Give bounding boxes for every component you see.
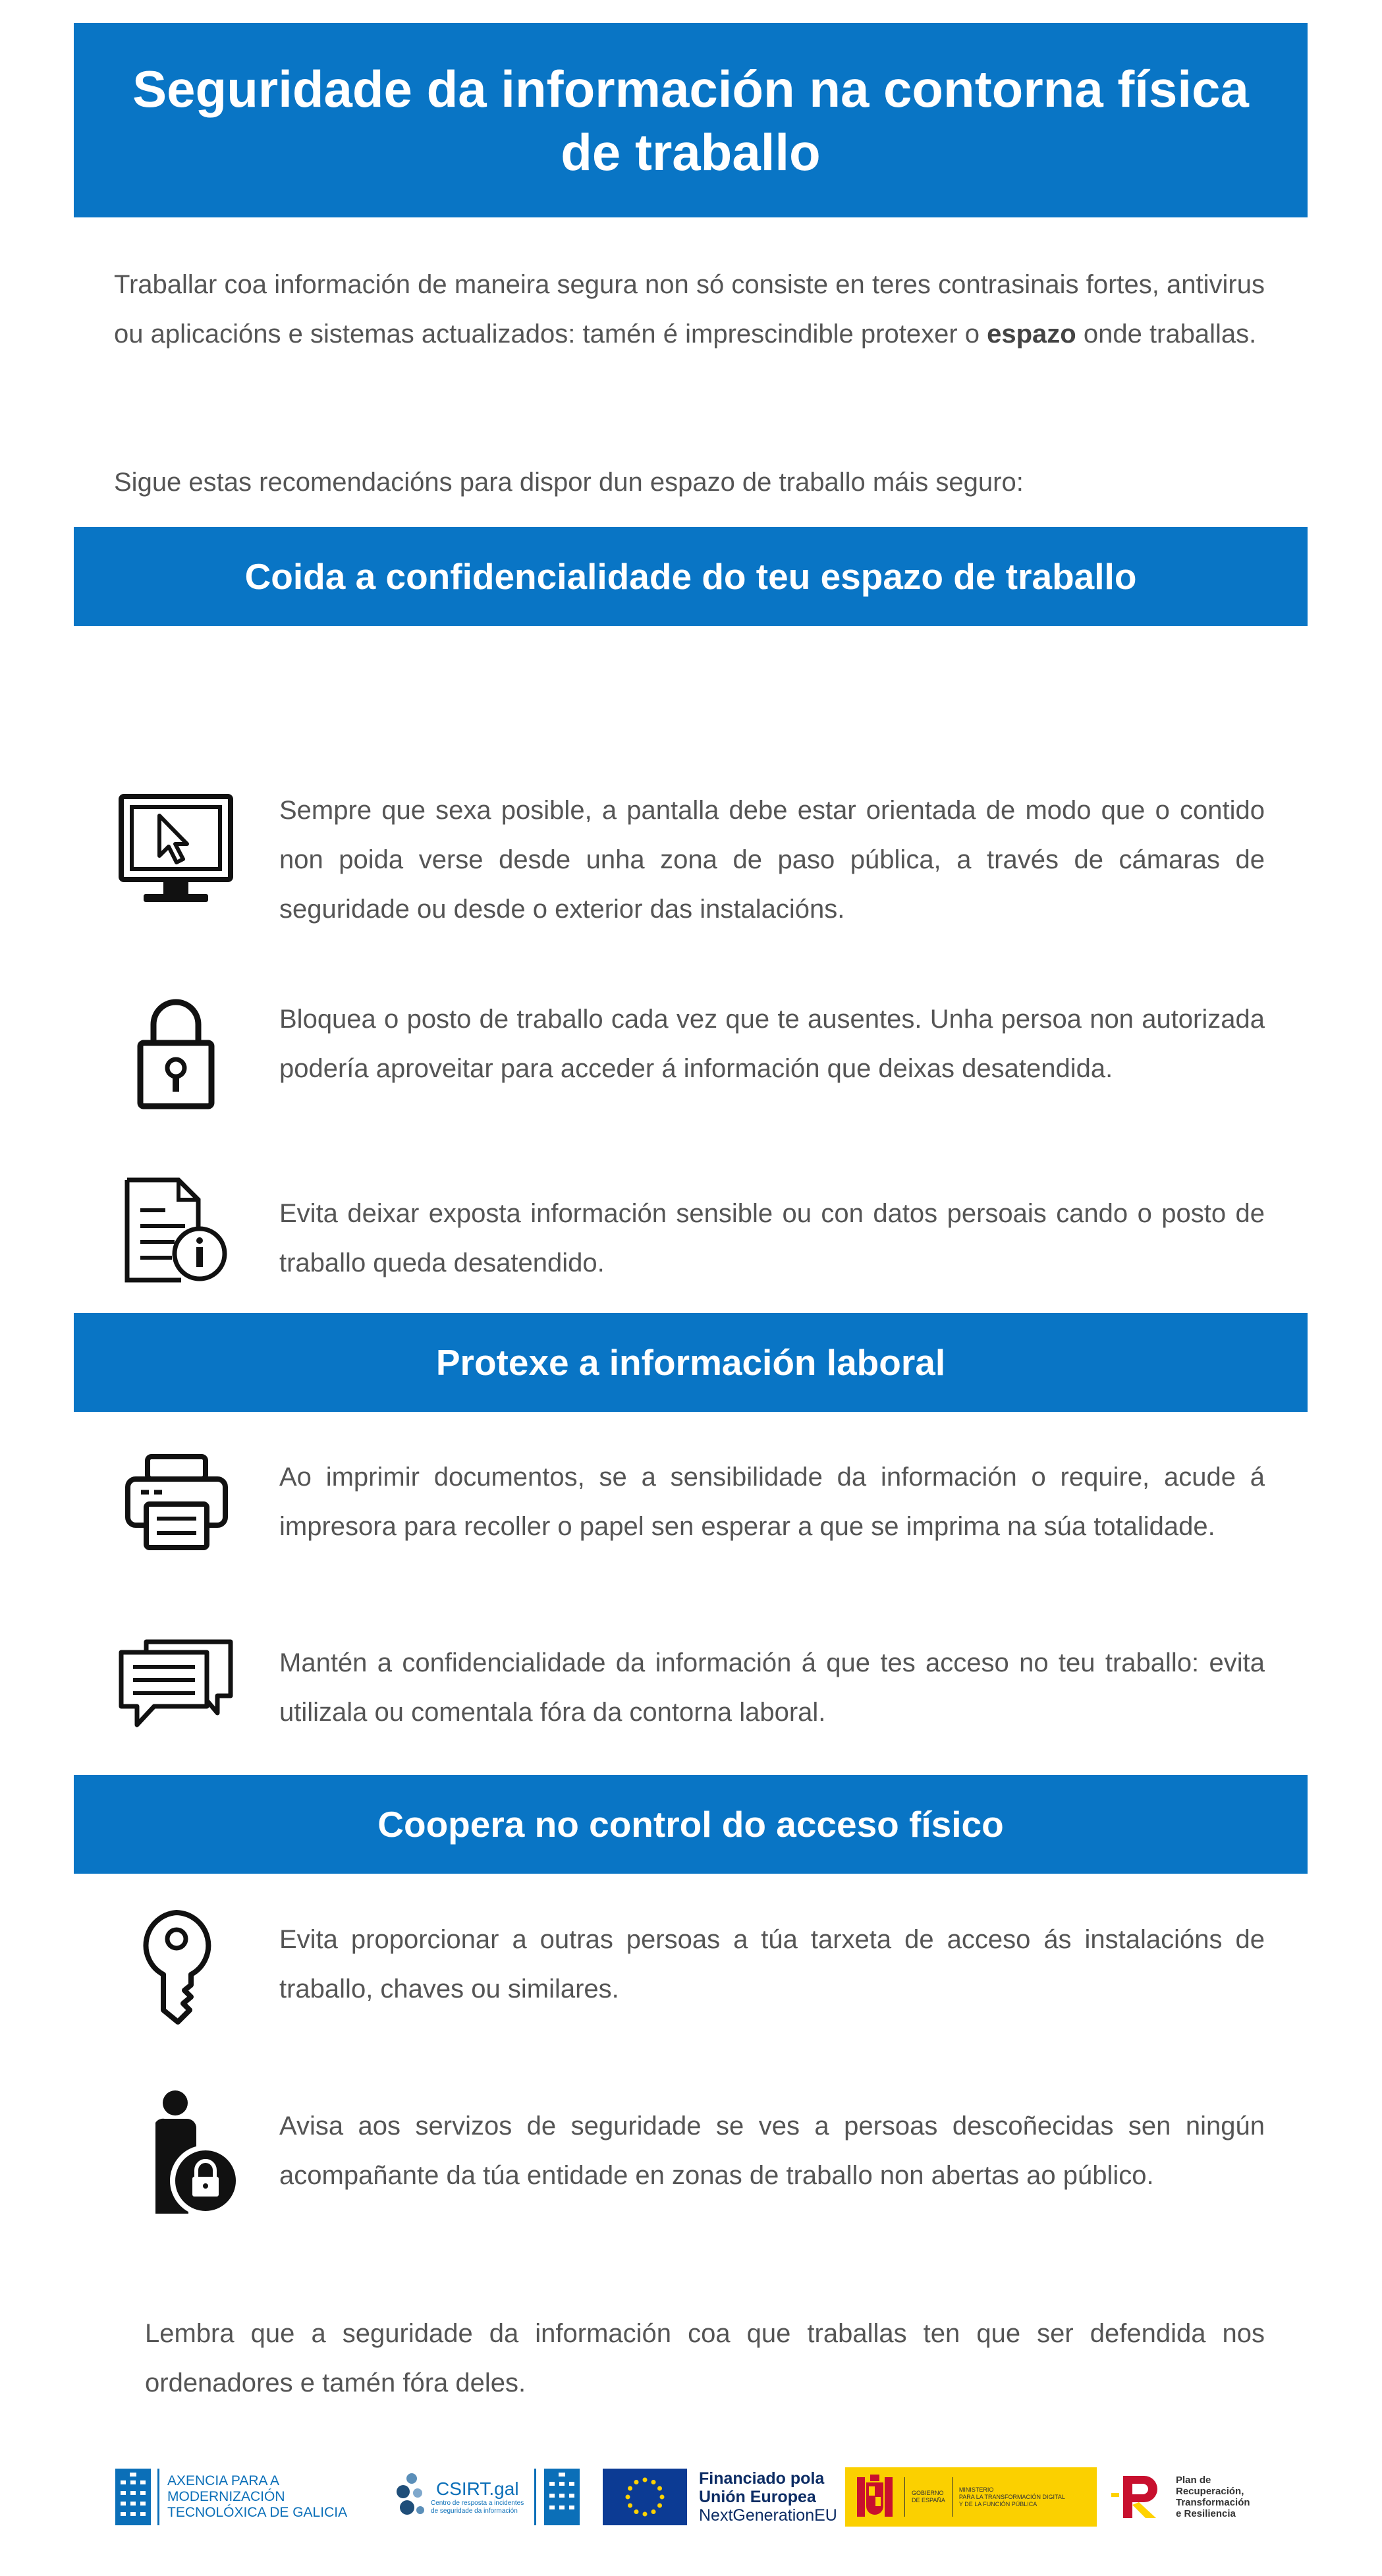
- spain-coat-of-arms-icon: [852, 2471, 898, 2523]
- key-icon: [137, 1909, 216, 2027]
- amtega-line: AXENCIA PARA A: [167, 2473, 280, 2488]
- ministerio-line: PARA LA TRANSFORMACIÓN DIGITAL: [958, 2493, 1065, 2500]
- galicia-shield-icon: [544, 2469, 580, 2525]
- galicia-shield-icon: [115, 2469, 151, 2525]
- intro-instruction: Sigue estas recomendacións para dispor dun espazo de traballo máis seguro:: [114, 468, 1024, 497]
- padlock-icon: [135, 992, 217, 1110]
- ministerio-line: Y DE LA FUNCIÓN PÚBLICA: [958, 2500, 1037, 2507]
- eu-funding-logo: [603, 2464, 846, 2530]
- item-text-lock: Bloquea o posto de traballo cada vez que te ausentes. Unha persoa non autorizada podería aproveitar para acceder á información que deixas desatendida.: [279, 1005, 1265, 1083]
- eu-flag-icon: [603, 2469, 687, 2525]
- item-text-key: Evita proporcionar a outras persoas a túa tarxeta de acceso ás instalacións de traballo, chaves ou similares.: [279, 1925, 1265, 2003]
- gobierno-line: DE ESPAÑA: [912, 2497, 945, 2504]
- printer-icon: [124, 1453, 229, 1552]
- amtega-line: MODERNIZACIÓN: [167, 2489, 285, 2504]
- ministry-logo: [845, 2464, 1099, 2530]
- eu-line: Financiado pola: [699, 2469, 825, 2488]
- item-text-person: Avisa aos servizos de seguridade se ves a persoas descoñecidas sen ningún acompañante da túa entidade en zonas de traballo non abertas ao público.: [279, 2112, 1265, 2190]
- csirt-label: CSIRT.gal: [436, 2478, 519, 2499]
- section-heading-confidentiality: [74, 527, 1308, 626]
- item-text-printer: Ao imprimir documentos, se a sensibilidade da información o require, acude á impresora para recoller o papel sen esperar a que se imprima na súa totalidade.: [279, 1463, 1265, 1541]
- item-text-document: Evita deixar exposta información sensible ou con datos persoais cando o posto de traballo queda desatendido.: [279, 1199, 1265, 1277]
- person-lock-icon: [150, 2088, 242, 2217]
- section-heading-text: Coida a confidencialidade do teu espazo de traballo: [244, 556, 1137, 597]
- eu-line: NextGenerationEU: [699, 2506, 837, 2525]
- intro-text-end: onde traballas.: [1076, 320, 1257, 349]
- page-title-banner: [74, 23, 1308, 217]
- eu-line: Unión Europea: [699, 2488, 816, 2506]
- csirt-subtitle: de seguridade da información: [431, 2507, 518, 2515]
- csirt-logo: [395, 2464, 586, 2530]
- item-text-chat: Mantén a confidencialidade da información á que tes acceso no teu traballo: evita utilizala ou comentala fóra da contorna laboral.: [279, 1648, 1265, 1727]
- intro-text-bold: espazo: [987, 320, 1076, 349]
- prtr-line: e Resiliencia: [1176, 2508, 1236, 2519]
- section-heading-text: Protexe a información laboral: [435, 1342, 946, 1383]
- section-heading-protect: [74, 1313, 1308, 1412]
- amtega-logo: [115, 2464, 379, 2530]
- chat-bubbles-icon: [117, 1633, 236, 1735]
- intro-paragraph: [114, 260, 1265, 359]
- prtr-emblem-icon: [1110, 2471, 1169, 2523]
- footer-logos: [115, 2464, 1268, 2536]
- prtr-logo: [1110, 2464, 1268, 2530]
- section-heading-text: Coopera no control do acceso físico: [377, 1804, 1004, 1845]
- section-heading-access: [74, 1775, 1308, 1874]
- intro-text-start: Traballar coa información de maneira segura non só consiste en teres contrasinais fortes, antivirus ou aplicacións e sistemas actualizados: tamén é imprescindible protexer o: [114, 270, 1265, 349]
- gobierno-line: GOBIERNO: [912, 2490, 944, 2496]
- csirt-dots-icon: [395, 2471, 428, 2523]
- prtr-line: Recuperación,: [1176, 2486, 1244, 2497]
- amtega-line: TECNOLÓXICA DE GALICIA: [167, 2505, 348, 2520]
- csirt-subtitle: Centro de resposta a incidentes: [431, 2500, 524, 2507]
- ministerio-line: MINISTERIO: [958, 2486, 994, 2493]
- item-text-screen: Sempre que sexa posible, a pantalla debe estar orientada de modo que o contido non poida verse desde unha zona de paso pública, a través de cámaras de seguridade ou desde o exterior das instalacións.: [279, 796, 1265, 924]
- prtr-line: Plan de: [1176, 2475, 1211, 2486]
- monitor-cursor-icon: [117, 793, 236, 908]
- prtr-line: Transformación: [1176, 2497, 1250, 2508]
- page-title: Seguridade da información na contorna física de traballo: [132, 59, 1249, 181]
- closing-paragraph: Lembra que a seguridade da información coa que traballas ten que ser defendida nos ordenadores e tamén fóra deles.: [145, 2319, 1265, 2397]
- document-info-icon: [122, 1176, 231, 1285]
